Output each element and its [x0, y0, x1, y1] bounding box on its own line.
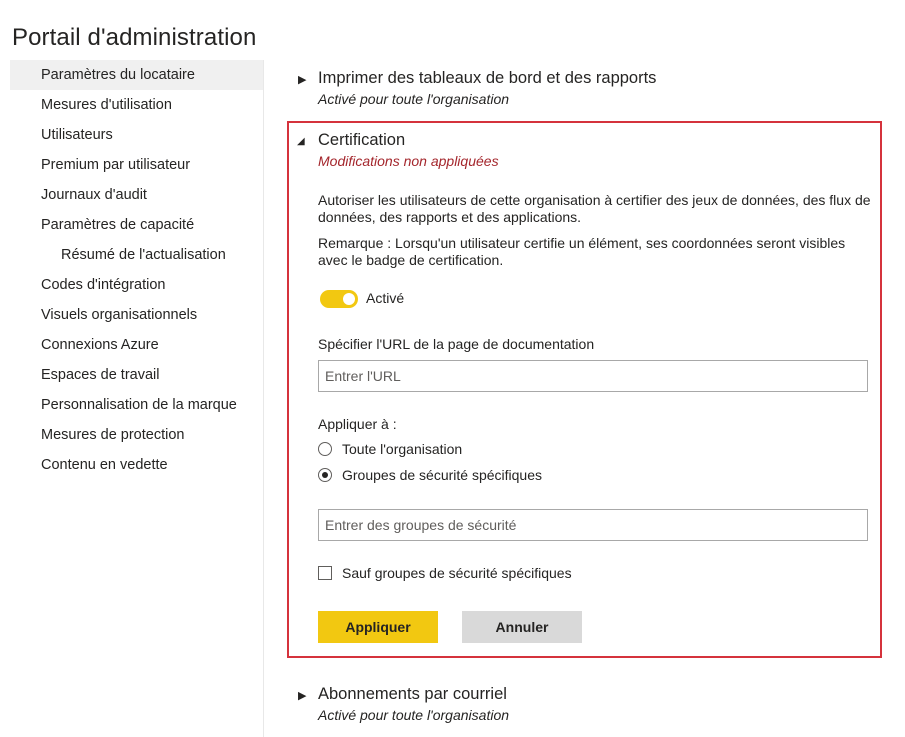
checkbox-label: Sauf groupes de sécurité spécifiques	[342, 565, 572, 581]
section-title: Imprimer des tableaux de bord et des rapports	[318, 69, 657, 87]
section-certification	[287, 121, 882, 658]
page-title: Portail d'administration	[12, 24, 257, 52]
section-print-dashboards[interactable]	[264, 69, 864, 109]
chevron-right-icon[interactable]: ▶	[298, 690, 307, 702]
sidebar-item-custom-branding[interactable]: Personnalisation de la marque	[41, 397, 237, 413]
chevron-collapse-icon[interactable]: ◢	[297, 136, 305, 147]
radio-label: Toute l'organisation	[342, 441, 463, 457]
radio-button-selected[interactable]	[318, 468, 332, 482]
sidebar-item-organizational-visuals[interactable]: Visuels organisationnels	[41, 307, 198, 323]
toggle-label: Activé	[366, 290, 405, 306]
enable-toggle[interactable]	[320, 290, 358, 308]
url-field-label: Spécifier l'URL de la page de documentation	[318, 336, 595, 352]
sidebar-item-refresh-summary[interactable]: Résumé de l'actualisation	[61, 247, 226, 263]
unapplied-changes-warning: Modifications non appliquées	[318, 153, 499, 169]
radio-button[interactable]	[318, 442, 332, 456]
section-status: Activé pour toute l'organisation	[318, 91, 510, 107]
sidebar-item-featured-content[interactable]: Contenu en vedette	[41, 457, 168, 473]
sidebar-item-premium-per-user[interactable]: Premium par utilisateur	[41, 157, 191, 173]
sidebar-nav	[10, 60, 264, 737]
except-groups-checkbox[interactable]	[318, 566, 332, 580]
certification-note: Remarque : Lorsqu'un utilisateur certifie un élément, ses coordonnées seront visibles avec le badge de certification.	[318, 235, 846, 268]
section-title[interactable]: Certification	[318, 131, 406, 149]
section-email-subscriptions[interactable]	[264, 685, 864, 725]
sidebar-item-protection-metrics[interactable]: Mesures de protection	[41, 427, 185, 443]
section-title: Abonnements par courriel	[318, 685, 507, 703]
radio-label: Groupes de sécurité spécifiques	[342, 467, 542, 483]
settings-panel	[264, 0, 905, 737]
sidebar-item-workspaces[interactable]: Espaces de travail	[41, 367, 160, 383]
section-status: Activé pour toute l'organisation	[318, 707, 510, 723]
toggle-knob	[343, 293, 355, 305]
sidebar-item-capacity-settings[interactable]: Paramètres de capacité	[41, 217, 195, 233]
sidebar-item-users[interactable]: Utilisateurs	[41, 127, 113, 143]
sidebar-item-embed-codes[interactable]: Codes d'intégration	[41, 277, 166, 293]
sidebar-item-azure-connections[interactable]: Connexions Azure	[41, 337, 159, 353]
security-groups-input[interactable]	[318, 509, 868, 541]
certification-description: Autoriser les utilisateurs de cette organisation à certifier des jeux de données, des flux de données, des rapports et des applications.	[318, 192, 871, 225]
cancel-button[interactable]: Annuler	[462, 611, 582, 643]
documentation-url-input[interactable]	[318, 360, 868, 392]
sidebar-item-audit-logs[interactable]: Journaux d'audit	[41, 187, 147, 203]
chevron-right-icon[interactable]: ▶	[298, 74, 307, 86]
apply-button[interactable]: Appliquer	[318, 611, 438, 643]
sidebar-item-tenant-settings[interactable]: Paramètres du locataire	[10, 60, 263, 90]
apply-to-label: Appliquer à :	[318, 416, 397, 432]
sidebar-item-usage-metrics[interactable]: Mesures d'utilisation	[41, 97, 172, 113]
